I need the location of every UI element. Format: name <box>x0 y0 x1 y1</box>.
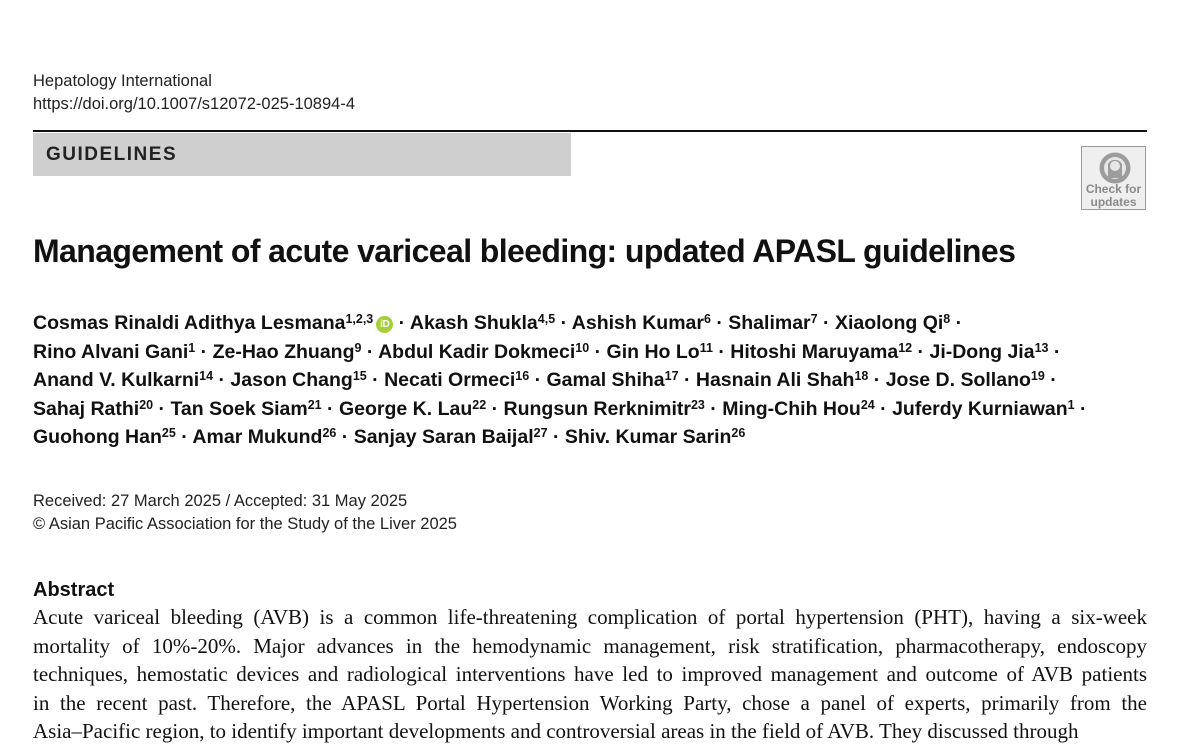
abstract-heading: Abstract <box>33 579 115 601</box>
author-name[interactable]: Anand V. Kulkarni$^{14}$ <box>33 369 214 391</box>
author-separator: · <box>321 397 339 420</box>
affiliation-number: 7 <box>810 312 818 326</box>
journal-header <box>33 70 355 116</box>
check-for-updates-icon <box>1098 151 1132 185</box>
author-separator: · <box>712 340 731 363</box>
abstract-body <box>33 603 1147 746</box>
author-name[interactable]: Sanjay Saran Baijal$^{27}$ <box>353 426 548 448</box>
affiliation-number: 8 <box>943 312 951 326</box>
abstract-line: Acute variceal bleeding (AVB) is a common life-threatening complication of portal hypertension (PHT), having a six-week <box>33 605 1147 629</box>
abstract-line: techniques, hemostatic devices and radiological interventions have led to improved management and outcome of AVB patients <box>33 662 1147 687</box>
article-title: Management of acute variceal bleeding: updated APASL guidelines <box>33 233 1016 269</box>
check-for-updates-badge[interactable] <box>1081 146 1146 210</box>
author-name[interactable]: Rino Alvani Gani$^1$ <box>33 340 196 363</box>
article-dates <box>33 490 457 536</box>
affiliation-number: 1 <box>188 340 196 355</box>
affiliation-number: 17 <box>664 369 679 383</box>
affiliation-number: 22 <box>472 397 487 412</box>
affiliation-number: 10 <box>575 340 590 355</box>
author-name[interactable]: Necati Ormeci$^{16}$ <box>384 369 530 391</box>
affiliation-number: 12 <box>898 340 913 355</box>
author-name[interactable]: Sahaj Rathi$^{20}$ <box>33 397 154 420</box>
affiliation-number: 4,5 <box>537 312 556 326</box>
affiliation-number: 27 <box>533 426 548 440</box>
author-name[interactable]: Ze-Hao Zhuang$^9$ <box>212 340 362 363</box>
author-name[interactable]: Shiv. Kumar Sarin$^{26}$ <box>564 426 746 448</box>
author-name[interactable]: Gamal Shiha$^{17}$ <box>546 369 679 391</box>
author-separator: · <box>912 340 930 363</box>
author-name[interactable]: George K. Lau$^{22}$ <box>338 397 487 420</box>
author-name[interactable]: Gin Ho Lo$^{11}$ <box>606 340 713 363</box>
affiliation-number: 14 <box>199 369 214 383</box>
author-name[interactable]: Akash Shukla$^{4,5}$ <box>409 312 556 334</box>
author-name[interactable]: Hasnain Ali Shah$^{18}$ <box>695 369 869 391</box>
author-name[interactable]: Rungsun Rerknimitr$^{23}$ <box>503 397 705 420</box>
author-name[interactable]: Shalimar$^7$ <box>728 312 818 334</box>
abstract-line: Asia–Pacific region, to identify important developments and controversial areas in the field of AVB. They discussed through <box>33 719 1079 744</box>
author-name[interactable]: Ming-Chih Hou$^{24}$ <box>722 397 875 420</box>
header-rule <box>33 130 1147 132</box>
author-name[interactable]: Cosmas Rinaldi Adithya Lesmana$^{1,2,3}$ iD <box>33 312 393 334</box>
author-separator: · <box>950 312 963 334</box>
affiliation-number: 15 <box>352 369 367 383</box>
author-separator: · <box>589 340 607 363</box>
orcid-icon[interactable]: iD <box>376 316 393 333</box>
author-name[interactable]: Ashish Kumar$^6$ <box>571 312 711 334</box>
author-separator: · <box>366 369 385 391</box>
author-separator: · <box>547 426 565 448</box>
author-separator: · <box>1044 369 1057 391</box>
author-name[interactable]: Juferdy Kurniawan$^1$ <box>892 397 1075 420</box>
author-separator: · <box>361 340 379 363</box>
author-separator: · <box>153 397 171 420</box>
affiliation-number: 9 <box>354 340 362 355</box>
author-name[interactable]: Tan Soek Siam$^{21}$ <box>170 397 322 420</box>
author-name[interactable]: Abdul Kadir Dokmeci$^{10}$ <box>378 340 590 363</box>
author-line <box>33 309 1153 338</box>
affiliation-number: 23 <box>690 397 705 412</box>
author-separator: · <box>1048 340 1061 363</box>
author-separator: · <box>213 369 231 391</box>
author-name[interactable]: Hitoshi Maruyama$^{12}$ <box>730 340 913 363</box>
affiliation-number: 11 <box>699 340 713 355</box>
journal-name: Hepatology International <box>33 72 212 90</box>
author-separator: · <box>529 369 547 391</box>
affiliation-number: 16 <box>515 369 530 383</box>
author-line <box>33 395 1153 424</box>
affiliation-number: 25 <box>161 426 176 440</box>
author-separator: · <box>678 369 696 391</box>
author-separator: · <box>710 312 729 334</box>
affiliation-number: 24 <box>860 397 875 412</box>
author-separator: · <box>336 426 354 448</box>
author-name[interactable]: Ji-Dong Jia$^{13}$ <box>929 340 1049 363</box>
affiliation-number: 13 <box>1034 340 1049 355</box>
author-separator: · <box>868 369 886 391</box>
author-line <box>33 338 1153 367</box>
author-separator: · <box>555 312 572 334</box>
author-separator: · <box>817 312 835 334</box>
received-accepted-dates: Received: 27 March 2025 / Accepted: 31 May 2025 <box>33 492 408 510</box>
author-separator: · <box>175 426 193 448</box>
affiliation-number: 26 <box>322 426 337 440</box>
author-separator: · <box>195 340 213 363</box>
author-separator: · <box>874 397 893 420</box>
affiliation-number: 21 <box>307 397 322 412</box>
affiliation-number: 19 <box>1030 369 1045 383</box>
author-name[interactable]: Jason Chang$^{15}$ <box>230 369 367 391</box>
abstract-line: in the recent past. Therefore, the APASL Portal Hypertension Working Party, chose a panel of experts, primarily from the <box>33 690 1147 715</box>
copyright-notice: © Asian Pacific Association for the Study of the Liver 2025 <box>33 515 457 533</box>
author-line <box>33 423 1153 452</box>
doi-link[interactable]: https://doi.org/10.1007/s12072-025-10894-4 <box>33 95 355 113</box>
affiliation-number: 18 <box>854 369 869 383</box>
author-name[interactable]: Amar Mukund$^{26}$ <box>192 426 337 448</box>
affiliation-number: 26 <box>731 426 746 440</box>
author-line <box>33 366 1153 395</box>
check-for-updates-label: Check for updates <box>1085 182 1142 209</box>
author-separator: · <box>393 312 410 334</box>
affiliation-number: 1 <box>1067 397 1075 412</box>
affiliation-number: 6 <box>703 312 711 326</box>
author-name[interactable]: Jose D. Sollano$^{19}$ <box>885 369 1045 391</box>
affiliation-number: 1,2,3 <box>345 312 374 326</box>
article-type-banner: GUIDELINES <box>33 133 571 176</box>
author-separator: · <box>1074 397 1087 420</box>
author-name[interactable]: Guohong Han$^{25}$ <box>33 426 176 448</box>
author-list <box>33 309 1153 452</box>
author-name[interactable]: Xiaolong Qi$^8$ <box>834 312 951 334</box>
affiliation-number: 20 <box>139 397 154 412</box>
abstract-line: mortality of 10%-20%. Major advances in the hemodynamic management, risk stratification, pharmacotherapy, endoscopy <box>33 633 1147 658</box>
author-separator: · <box>704 397 723 420</box>
author-separator: · <box>486 397 504 420</box>
